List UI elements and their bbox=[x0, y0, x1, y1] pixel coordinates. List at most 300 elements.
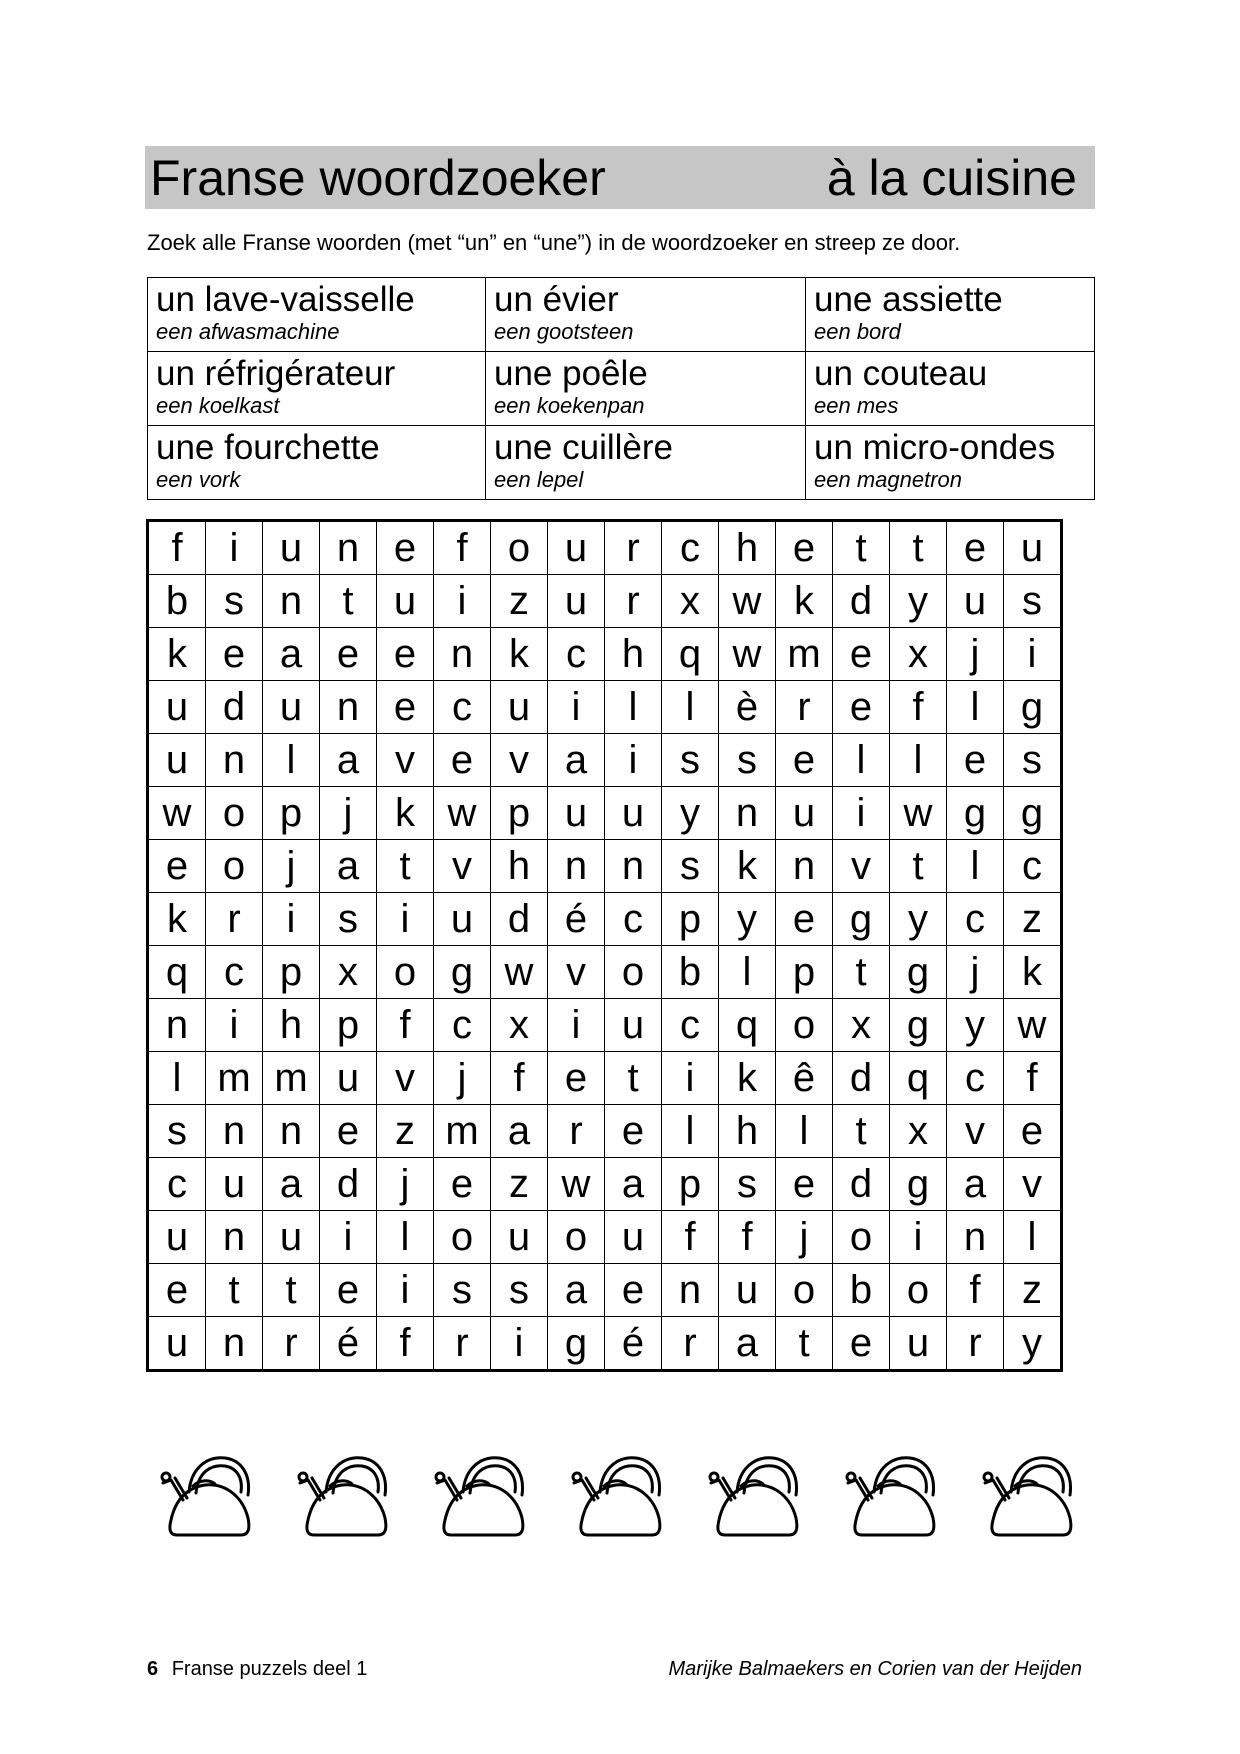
grid-row bbox=[148, 575, 1062, 628]
grid-cell[interactable]: l bbox=[662, 1105, 719, 1158]
grid-cell[interactable]: u bbox=[206, 1158, 263, 1211]
vocabulary-cell bbox=[486, 352, 806, 426]
grid-cell[interactable]: m bbox=[206, 1052, 263, 1105]
grid-cell[interactable]: j bbox=[263, 840, 320, 893]
grid-cell[interactable]: p bbox=[320, 999, 377, 1052]
grid-cell[interactable]: r bbox=[605, 521, 662, 575]
vocabulary-cell bbox=[148, 426, 486, 500]
grid-cell[interactable]: v bbox=[377, 1052, 434, 1105]
grid-cell[interactable]: g bbox=[548, 1317, 605, 1371]
grid-cell[interactable]: é bbox=[320, 1317, 377, 1371]
grid-cell[interactable]: p bbox=[776, 946, 833, 999]
grid-cell[interactable]: f bbox=[377, 999, 434, 1052]
french-word: un réfrigérateur bbox=[156, 354, 396, 393]
grid-cell[interactable]: s bbox=[719, 734, 776, 787]
grid-cell[interactable]: g bbox=[833, 893, 890, 946]
grid-cell[interactable]: n bbox=[434, 628, 491, 681]
grid-cell[interactable]: e bbox=[833, 628, 890, 681]
grid-cell[interactable]: s bbox=[719, 1158, 776, 1211]
grid-cell[interactable]: n bbox=[206, 734, 263, 787]
grid-cell[interactable]: q bbox=[148, 946, 206, 999]
grid-cell[interactable]: a bbox=[491, 1105, 548, 1158]
vocabulary-row bbox=[148, 352, 1095, 426]
grid-cell[interactable]: g bbox=[890, 946, 947, 999]
grid-cell[interactable]: a bbox=[548, 734, 605, 787]
grid-cell[interactable]: e bbox=[605, 1105, 662, 1158]
grid-cell[interactable]: p bbox=[263, 787, 320, 840]
grid-cell[interactable]: f bbox=[434, 521, 491, 575]
grid-cell[interactable]: m bbox=[263, 1052, 320, 1105]
grid-cell[interactable]: d bbox=[206, 681, 263, 734]
title-bar bbox=[145, 146, 1095, 209]
grid-cell[interactable]: n bbox=[719, 787, 776, 840]
grid-cell[interactable]: v bbox=[833, 840, 890, 893]
grid-cell[interactable]: a bbox=[263, 628, 320, 681]
grid-cell[interactable]: l bbox=[662, 681, 719, 734]
grid-cell[interactable]: k bbox=[148, 628, 206, 681]
grid-cell[interactable]: h bbox=[263, 999, 320, 1052]
grid-cell[interactable]: p bbox=[491, 787, 548, 840]
page-title: Franse woordzoeker bbox=[150, 149, 606, 206]
dutch-translation: een mes bbox=[814, 393, 899, 418]
grid-cell[interactable]: u bbox=[263, 521, 320, 575]
dutch-translation: een bord bbox=[814, 319, 901, 344]
grid-cell[interactable]: p bbox=[662, 1158, 719, 1211]
grid-cell[interactable]: n bbox=[947, 1211, 1004, 1264]
grid-cell[interactable]: f bbox=[1004, 1052, 1062, 1105]
vocabulary-table bbox=[147, 277, 1095, 500]
grid-row bbox=[148, 893, 1062, 946]
grid-cell[interactable]: e bbox=[148, 840, 206, 893]
grid-cell[interactable]: k bbox=[491, 628, 548, 681]
grid-cell[interactable]: t bbox=[833, 521, 890, 575]
grid-cell[interactable]: h bbox=[719, 521, 776, 575]
grid-cell[interactable]: n bbox=[206, 1317, 263, 1371]
grid-cell[interactable]: t bbox=[377, 840, 434, 893]
vocabulary-cell bbox=[806, 278, 1095, 352]
grid-cell[interactable]: d bbox=[833, 575, 890, 628]
grid-cell[interactable]: o bbox=[776, 999, 833, 1052]
grid-cell[interactable]: c bbox=[947, 893, 1004, 946]
grid-cell[interactable]: l bbox=[263, 734, 320, 787]
dutch-translation: een afwasmachine bbox=[156, 319, 340, 344]
page-subtitle: à la cuisine bbox=[826, 149, 1077, 206]
grid-cell[interactable]: u bbox=[148, 1317, 206, 1371]
grid-cell[interactable]: g bbox=[947, 787, 1004, 840]
grid-cell[interactable]: u bbox=[491, 681, 548, 734]
grid-cell[interactable]: f bbox=[662, 1211, 719, 1264]
grid-cell[interactable]: g bbox=[1004, 681, 1062, 734]
grid-cell[interactable]: j bbox=[947, 628, 1004, 681]
grid-cell[interactable]: a bbox=[719, 1317, 776, 1371]
grid-cell[interactable]: c bbox=[605, 893, 662, 946]
grid-cell[interactable]: q bbox=[890, 1052, 947, 1105]
grid-row bbox=[148, 1211, 1062, 1264]
grid-cell[interactable]: a bbox=[263, 1158, 320, 1211]
grid-cell[interactable]: p bbox=[662, 893, 719, 946]
grid-cell[interactable]: i bbox=[377, 893, 434, 946]
grid-cell[interactable]: z bbox=[1004, 893, 1062, 946]
grid-cell[interactable]: u bbox=[605, 999, 662, 1052]
grid-cell[interactable]: p bbox=[263, 946, 320, 999]
grid-cell[interactable]: l bbox=[1004, 1211, 1062, 1264]
grid-cell[interactable]: e bbox=[1004, 1105, 1062, 1158]
grid-cell[interactable]: j bbox=[377, 1158, 434, 1211]
grid-cell[interactable]: e bbox=[320, 1264, 377, 1317]
grid-cell[interactable]: u bbox=[776, 787, 833, 840]
grid-cell[interactable]: e bbox=[377, 681, 434, 734]
grid-cell[interactable]: n bbox=[263, 1105, 320, 1158]
french-word: une assiette bbox=[814, 280, 1003, 319]
grid-cell[interactable]: v bbox=[434, 840, 491, 893]
grid-cell[interactable]: k bbox=[719, 840, 776, 893]
grid-cell[interactable]: e bbox=[776, 893, 833, 946]
grid-cell[interactable]: s bbox=[206, 575, 263, 628]
grid-cell[interactable]: s bbox=[1004, 575, 1062, 628]
grid-cell[interactable]: e bbox=[776, 1158, 833, 1211]
footer-left bbox=[147, 1658, 367, 1681]
grid-cell[interactable]: m bbox=[776, 628, 833, 681]
grid-row bbox=[148, 999, 1062, 1052]
grid-cell[interactable]: g bbox=[434, 946, 491, 999]
grid-cell[interactable]: l bbox=[148, 1052, 206, 1105]
grid-cell[interactable]: f bbox=[491, 1052, 548, 1105]
grid-cell[interactable]: e bbox=[776, 734, 833, 787]
grid-cell[interactable]: w bbox=[719, 628, 776, 681]
grid-cell[interactable]: y bbox=[890, 893, 947, 946]
grid-cell[interactable]: r bbox=[263, 1317, 320, 1371]
grid-cell[interactable]: i bbox=[377, 1264, 434, 1317]
grid-cell[interactable]: é bbox=[548, 893, 605, 946]
grid-cell[interactable]: k bbox=[776, 575, 833, 628]
grid-cell[interactable]: o bbox=[833, 1211, 890, 1264]
grid-cell[interactable]: r bbox=[206, 893, 263, 946]
grid-cell[interactable]: e bbox=[377, 521, 434, 575]
grid-cell[interactable]: u bbox=[263, 1211, 320, 1264]
grid-cell[interactable]: o bbox=[206, 840, 263, 893]
dutch-translation: een koekenpan bbox=[494, 393, 645, 418]
grid-cell[interactable]: v bbox=[1004, 1158, 1062, 1211]
grid-cell[interactable]: r bbox=[947, 1317, 1004, 1371]
grid-cell[interactable]: w bbox=[1004, 999, 1062, 1052]
grid-cell[interactable]: f bbox=[377, 1317, 434, 1371]
grid-cell[interactable]: a bbox=[548, 1264, 605, 1317]
grid-cell[interactable]: e bbox=[320, 1105, 377, 1158]
grid-cell[interactable]: l bbox=[947, 681, 1004, 734]
grid-cell[interactable]: v bbox=[947, 1105, 1004, 1158]
grid-cell[interactable]: o bbox=[377, 946, 434, 999]
grid-cell[interactable]: u bbox=[263, 681, 320, 734]
grid-cell[interactable]: e bbox=[776, 521, 833, 575]
grid-cell[interactable]: y bbox=[890, 575, 947, 628]
dutch-translation: een magnetron bbox=[814, 467, 962, 492]
grid-cell[interactable]: s bbox=[148, 1105, 206, 1158]
grid-cell[interactable]: b bbox=[662, 946, 719, 999]
grid-cell[interactable]: e bbox=[605, 1264, 662, 1317]
grid-cell[interactable]: v bbox=[491, 734, 548, 787]
grid-cell[interactable]: c bbox=[434, 681, 491, 734]
grid-cell[interactable]: i bbox=[206, 999, 263, 1052]
grid-cell[interactable]: s bbox=[434, 1264, 491, 1317]
vocabulary-cell bbox=[486, 278, 806, 352]
grid-cell[interactable]: e bbox=[148, 1264, 206, 1317]
kettle-icon bbox=[566, 1440, 671, 1540]
grid-cell[interactable]: r bbox=[605, 575, 662, 628]
grid-cell[interactable]: o bbox=[548, 1211, 605, 1264]
french-word: un lave-vaisselle bbox=[156, 280, 415, 319]
grid-cell[interactable]: e bbox=[833, 681, 890, 734]
grid-cell[interactable]: b bbox=[148, 575, 206, 628]
grid-cell[interactable]: f bbox=[947, 1264, 1004, 1317]
grid-cell[interactable]: g bbox=[890, 1158, 947, 1211]
grid-cell[interactable]: u bbox=[719, 1264, 776, 1317]
grid-cell[interactable]: f bbox=[890, 681, 947, 734]
grid-cell[interactable]: u bbox=[320, 1052, 377, 1105]
grid-cell[interactable]: n bbox=[206, 1105, 263, 1158]
grid-cell[interactable]: u bbox=[947, 575, 1004, 628]
grid-cell[interactable]: h bbox=[491, 840, 548, 893]
grid-cell[interactable]: c bbox=[206, 946, 263, 999]
grid-cell[interactable]: u bbox=[548, 521, 605, 575]
grid-cell[interactable]: i bbox=[320, 1211, 377, 1264]
grid-cell[interactable]: u bbox=[377, 575, 434, 628]
grid-cell[interactable]: u bbox=[605, 1211, 662, 1264]
grid-cell[interactable]: s bbox=[1004, 734, 1062, 787]
grid-cell[interactable]: o bbox=[434, 1211, 491, 1264]
grid-cell[interactable]: y bbox=[719, 893, 776, 946]
kettle-icon bbox=[292, 1440, 397, 1540]
vocabulary-row bbox=[148, 426, 1095, 500]
grid-cell[interactable]: f bbox=[148, 521, 206, 575]
grid-cell[interactable]: z bbox=[1004, 1264, 1062, 1317]
grid-cell[interactable]: d bbox=[833, 1158, 890, 1211]
grid-cell[interactable]: k bbox=[719, 1052, 776, 1105]
grid-cell[interactable]: l bbox=[377, 1211, 434, 1264]
grid-cell[interactable]: t bbox=[320, 575, 377, 628]
dutch-translation: een koelkast bbox=[156, 393, 280, 418]
grid-cell[interactable]: a bbox=[605, 1158, 662, 1211]
grid-cell[interactable]: i bbox=[548, 681, 605, 734]
dutch-translation: een gootsteen bbox=[494, 319, 634, 344]
grid-cell[interactable]: g bbox=[1004, 787, 1062, 840]
grid-cell[interactable]: s bbox=[662, 734, 719, 787]
grid-cell[interactable]: n bbox=[776, 840, 833, 893]
grid-cell[interactable]: c bbox=[662, 521, 719, 575]
grid-cell[interactable]: t bbox=[833, 946, 890, 999]
grid-cell[interactable]: c bbox=[148, 1158, 206, 1211]
grid-cell[interactable]: t bbox=[890, 840, 947, 893]
grid-cell[interactable]: s bbox=[491, 1264, 548, 1317]
grid-row bbox=[148, 521, 1062, 575]
grid-cell[interactable]: i bbox=[605, 734, 662, 787]
grid-cell[interactable]: u bbox=[605, 787, 662, 840]
grid-cell[interactable]: r bbox=[548, 1105, 605, 1158]
grid-cell[interactable]: l bbox=[605, 681, 662, 734]
grid-cell[interactable]: e bbox=[947, 521, 1004, 575]
grid-cell[interactable]: e bbox=[548, 1052, 605, 1105]
grid-cell[interactable]: u bbox=[548, 787, 605, 840]
grid-cell[interactable]: u bbox=[890, 1317, 947, 1371]
grid-cell[interactable]: w bbox=[548, 1158, 605, 1211]
grid-cell[interactable]: l bbox=[833, 734, 890, 787]
grid-cell[interactable]: e bbox=[377, 628, 434, 681]
grid-cell[interactable]: j bbox=[947, 946, 1004, 999]
grid-cell[interactable]: x bbox=[890, 628, 947, 681]
grid-cell[interactable]: u bbox=[434, 893, 491, 946]
grid-cell[interactable]: n bbox=[662, 1264, 719, 1317]
kettle-decoration-row bbox=[155, 1440, 1082, 1540]
grid-cell[interactable]: l bbox=[719, 946, 776, 999]
grid-cell[interactable]: i bbox=[548, 999, 605, 1052]
grid-cell[interactable]: è bbox=[719, 681, 776, 734]
grid-cell[interactable]: e bbox=[320, 628, 377, 681]
grid-row bbox=[148, 1105, 1062, 1158]
grid-cell[interactable]: i bbox=[890, 1211, 947, 1264]
grid-cell[interactable]: w bbox=[148, 787, 206, 840]
word-search-grid bbox=[146, 519, 1063, 1372]
grid-cell[interactable]: x bbox=[890, 1105, 947, 1158]
grid-cell[interactable]: z bbox=[491, 1158, 548, 1211]
grid-cell[interactable]: u bbox=[491, 1211, 548, 1264]
grid-cell[interactable]: t bbox=[833, 1105, 890, 1158]
grid-cell[interactable]: u bbox=[548, 575, 605, 628]
grid-cell[interactable]: v bbox=[377, 734, 434, 787]
grid-cell[interactable]: q bbox=[719, 999, 776, 1052]
grid-cell[interactable]: k bbox=[148, 893, 206, 946]
grid-cell[interactable]: a bbox=[320, 840, 377, 893]
grid-cell[interactable]: k bbox=[377, 787, 434, 840]
grid-cell[interactable]: y bbox=[1004, 1317, 1062, 1371]
grid-cell[interactable]: d bbox=[320, 1158, 377, 1211]
grid-cell[interactable]: c bbox=[1004, 840, 1062, 893]
grid-cell[interactable]: l bbox=[947, 840, 1004, 893]
grid-cell[interactable]: n bbox=[206, 1211, 263, 1264]
grid-cell[interactable]: t bbox=[890, 521, 947, 575]
grid-cell[interactable]: o bbox=[491, 521, 548, 575]
grid-cell[interactable]: y bbox=[947, 999, 1004, 1052]
grid-row bbox=[148, 1158, 1062, 1211]
grid-cell[interactable]: e bbox=[206, 628, 263, 681]
grid-cell[interactable]: b bbox=[833, 1264, 890, 1317]
grid-cell[interactable]: s bbox=[320, 893, 377, 946]
grid-cell[interactable]: t bbox=[263, 1264, 320, 1317]
grid-cell[interactable]: a bbox=[947, 1158, 1004, 1211]
grid-cell[interactable]: w bbox=[719, 575, 776, 628]
grid-cell[interactable]: s bbox=[662, 840, 719, 893]
kettle-icon bbox=[155, 1440, 260, 1540]
grid-cell[interactable]: c bbox=[548, 628, 605, 681]
grid-cell[interactable]: u bbox=[148, 681, 206, 734]
grid-cell[interactable]: k bbox=[1004, 946, 1062, 999]
grid-cell[interactable]: e bbox=[434, 734, 491, 787]
grid-cell[interactable]: c bbox=[434, 999, 491, 1052]
grid-cell[interactable]: e bbox=[833, 1317, 890, 1371]
grid-cell[interactable]: l bbox=[776, 1105, 833, 1158]
grid-cell[interactable]: c bbox=[947, 1052, 1004, 1105]
grid-cell[interactable]: d bbox=[833, 1052, 890, 1105]
grid-cell[interactable]: z bbox=[491, 575, 548, 628]
grid-cell[interactable]: w bbox=[434, 787, 491, 840]
grid-cell[interactable]: a bbox=[320, 734, 377, 787]
grid-cell[interactable]: n bbox=[605, 840, 662, 893]
grid-cell[interactable]: u bbox=[1004, 521, 1062, 575]
grid-cell[interactable]: v bbox=[548, 946, 605, 999]
grid-cell[interactable]: l bbox=[890, 734, 947, 787]
grid-cell[interactable]: d bbox=[491, 893, 548, 946]
grid-cell[interactable]: ê bbox=[776, 1052, 833, 1105]
grid-cell[interactable]: o bbox=[776, 1264, 833, 1317]
grid-cell[interactable]: u bbox=[148, 1211, 206, 1264]
grid-cell[interactable]: m bbox=[434, 1105, 491, 1158]
footer-authors: Marijke Balmaekers en Corien van der Heijden bbox=[668, 1658, 1082, 1680]
grid-cell[interactable]: e bbox=[434, 1158, 491, 1211]
grid-cell[interactable]: w bbox=[491, 946, 548, 999]
grid-cell[interactable]: h bbox=[719, 1105, 776, 1158]
french-word: une cuillère bbox=[494, 428, 673, 467]
grid-cell[interactable]: i bbox=[434, 575, 491, 628]
grid-cell[interactable]: r bbox=[434, 1317, 491, 1371]
grid-cell[interactable]: j bbox=[776, 1211, 833, 1264]
french-word: une fourchette bbox=[156, 428, 380, 467]
grid-cell[interactable]: i bbox=[662, 1052, 719, 1105]
french-word: un évier bbox=[494, 280, 619, 319]
grid-cell[interactable]: w bbox=[890, 787, 947, 840]
grid-cell[interactable]: o bbox=[206, 787, 263, 840]
grid-cell[interactable]: e bbox=[947, 734, 1004, 787]
grid-cell[interactable]: r bbox=[776, 681, 833, 734]
grid-cell[interactable]: u bbox=[148, 734, 206, 787]
grid-cell[interactable]: n bbox=[148, 999, 206, 1052]
grid-cell[interactable]: o bbox=[890, 1264, 947, 1317]
grid-cell[interactable]: h bbox=[605, 628, 662, 681]
grid-cell[interactable]: q bbox=[662, 628, 719, 681]
grid-cell[interactable]: j bbox=[434, 1052, 491, 1105]
grid-cell[interactable]: t bbox=[605, 1052, 662, 1105]
grid-cell[interactable]: t bbox=[776, 1317, 833, 1371]
grid-cell[interactable]: i bbox=[206, 521, 263, 575]
grid-cell[interactable]: x bbox=[491, 999, 548, 1052]
grid-cell[interactable]: g bbox=[890, 999, 947, 1052]
grid-cell[interactable]: n bbox=[263, 575, 320, 628]
kettle-icon bbox=[703, 1440, 808, 1540]
grid-cell[interactable]: i bbox=[491, 1317, 548, 1371]
vocabulary-cell bbox=[806, 426, 1095, 500]
grid-cell[interactable]: x bbox=[833, 999, 890, 1052]
grid-cell[interactable]: i bbox=[263, 893, 320, 946]
grid-cell[interactable]: z bbox=[377, 1105, 434, 1158]
grid-cell[interactable]: é bbox=[605, 1317, 662, 1371]
grid-cell[interactable]: i bbox=[833, 787, 890, 840]
grid-cell[interactable]: j bbox=[320, 787, 377, 840]
grid-cell[interactable]: n bbox=[320, 681, 377, 734]
grid-cell[interactable]: f bbox=[719, 1211, 776, 1264]
grid-cell[interactable]: i bbox=[1004, 628, 1062, 681]
grid-cell[interactable]: x bbox=[662, 575, 719, 628]
grid-row bbox=[148, 1052, 1062, 1105]
grid-cell[interactable]: t bbox=[206, 1264, 263, 1317]
french-word: un couteau bbox=[814, 354, 988, 393]
grid-cell[interactable]: n bbox=[548, 840, 605, 893]
grid-cell[interactable]: n bbox=[320, 521, 377, 575]
vocabulary-cell bbox=[486, 426, 806, 500]
grid-cell[interactable]: o bbox=[605, 946, 662, 999]
grid-cell[interactable]: r bbox=[662, 1317, 719, 1371]
grid-cell[interactable]: x bbox=[320, 946, 377, 999]
grid-row bbox=[148, 840, 1062, 893]
kettle-icon bbox=[977, 1440, 1082, 1540]
grid-cell[interactable]: y bbox=[662, 787, 719, 840]
grid-cell[interactable]: c bbox=[662, 999, 719, 1052]
